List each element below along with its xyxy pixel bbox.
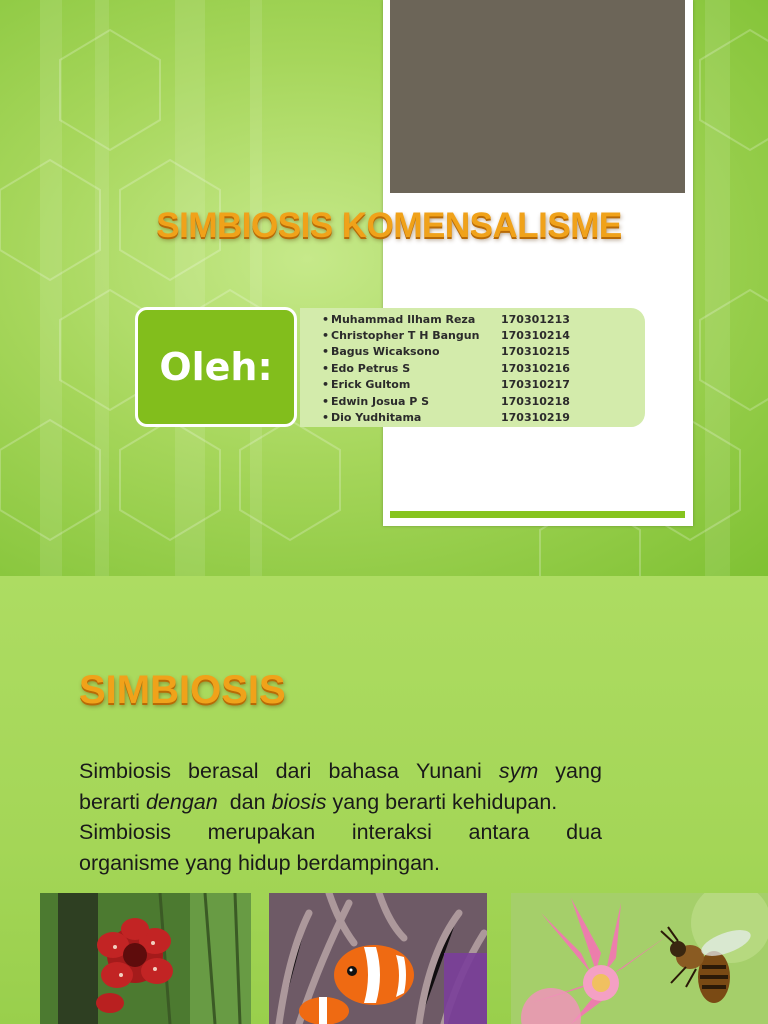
word: berasal — [188, 759, 259, 783]
oleh-box — [135, 307, 297, 427]
bullet: • — [322, 378, 330, 392]
paragraph-line — [79, 756, 602, 787]
word: Simbiosis — [79, 820, 171, 844]
member-name: Dio Yudhitama — [331, 411, 422, 425]
word: yang berarti kehidupan. — [332, 789, 558, 814]
word: berarti — [79, 789, 140, 814]
bullet: • — [322, 394, 330, 408]
member-name: Bagus Wicaksono — [331, 345, 440, 359]
bullet: • — [322, 345, 330, 359]
word: dan — [229, 789, 266, 814]
member-row — [322, 344, 645, 360]
word: yang — [555, 759, 602, 783]
bullet: • — [322, 312, 330, 326]
word: dua — [566, 820, 602, 844]
member-number: 170301213 — [501, 312, 570, 326]
member-row — [322, 327, 645, 343]
word: antara — [468, 820, 530, 844]
member-number: 170310219 — [501, 411, 570, 425]
bullet: • — [322, 411, 330, 425]
member-list — [300, 308, 645, 427]
section-title: SIMBIOSIS — [79, 668, 286, 712]
word: bahasa — [328, 759, 400, 783]
paragraph-line — [79, 817, 602, 848]
word: Simbiosis — [79, 759, 171, 783]
member-number: 170310216 — [501, 361, 570, 375]
member-number: 170310215 — [501, 345, 570, 359]
member-name: Christopher T H Bangun — [331, 329, 480, 343]
word: organisme yang hidup berdampingan. — [79, 850, 440, 875]
member-number: 170310214 — [501, 329, 570, 343]
member-row — [322, 393, 645, 409]
slide-title: SIMBIOSIS KOMENSALISME — [156, 206, 622, 245]
panel-accent-rule — [390, 511, 685, 518]
rafflesia-photo — [40, 893, 251, 1024]
member-name: Erick Gultom — [331, 378, 411, 392]
member-row — [322, 377, 645, 393]
oleh-label: Oleh: — [159, 345, 273, 389]
clownfish-photo — [269, 893, 487, 1024]
simbiosis-slide — [0, 576, 768, 1024]
member-name: Edwin Josua P S — [331, 394, 430, 408]
member-name: Muhammad Ilham Reza — [331, 312, 476, 326]
member-number: 170310218 — [501, 394, 570, 408]
member-row — [322, 311, 645, 327]
word: Yunani — [416, 759, 482, 783]
bullet: • — [322, 361, 330, 375]
italic-term-sym: sym — [498, 759, 539, 783]
word: merupakan — [207, 820, 316, 844]
italic-term-dengan: dengan — [145, 789, 218, 814]
paragraph-line — [79, 848, 602, 879]
panel-photo-placeholder — [390, 0, 685, 193]
word: interaksi — [351, 820, 432, 844]
member-number: 170310217 — [501, 378, 570, 392]
member-row — [322, 409, 645, 425]
member-row — [322, 360, 645, 376]
member-name: Edo Petrus S — [331, 361, 411, 375]
paragraph-line — [79, 787, 602, 818]
word: dari — [275, 759, 312, 783]
italic-term-biosis: biosis — [271, 789, 327, 814]
bullet: • — [322, 329, 330, 343]
bee-flower-photo — [511, 893, 768, 1024]
definition-paragraph — [79, 756, 602, 878]
